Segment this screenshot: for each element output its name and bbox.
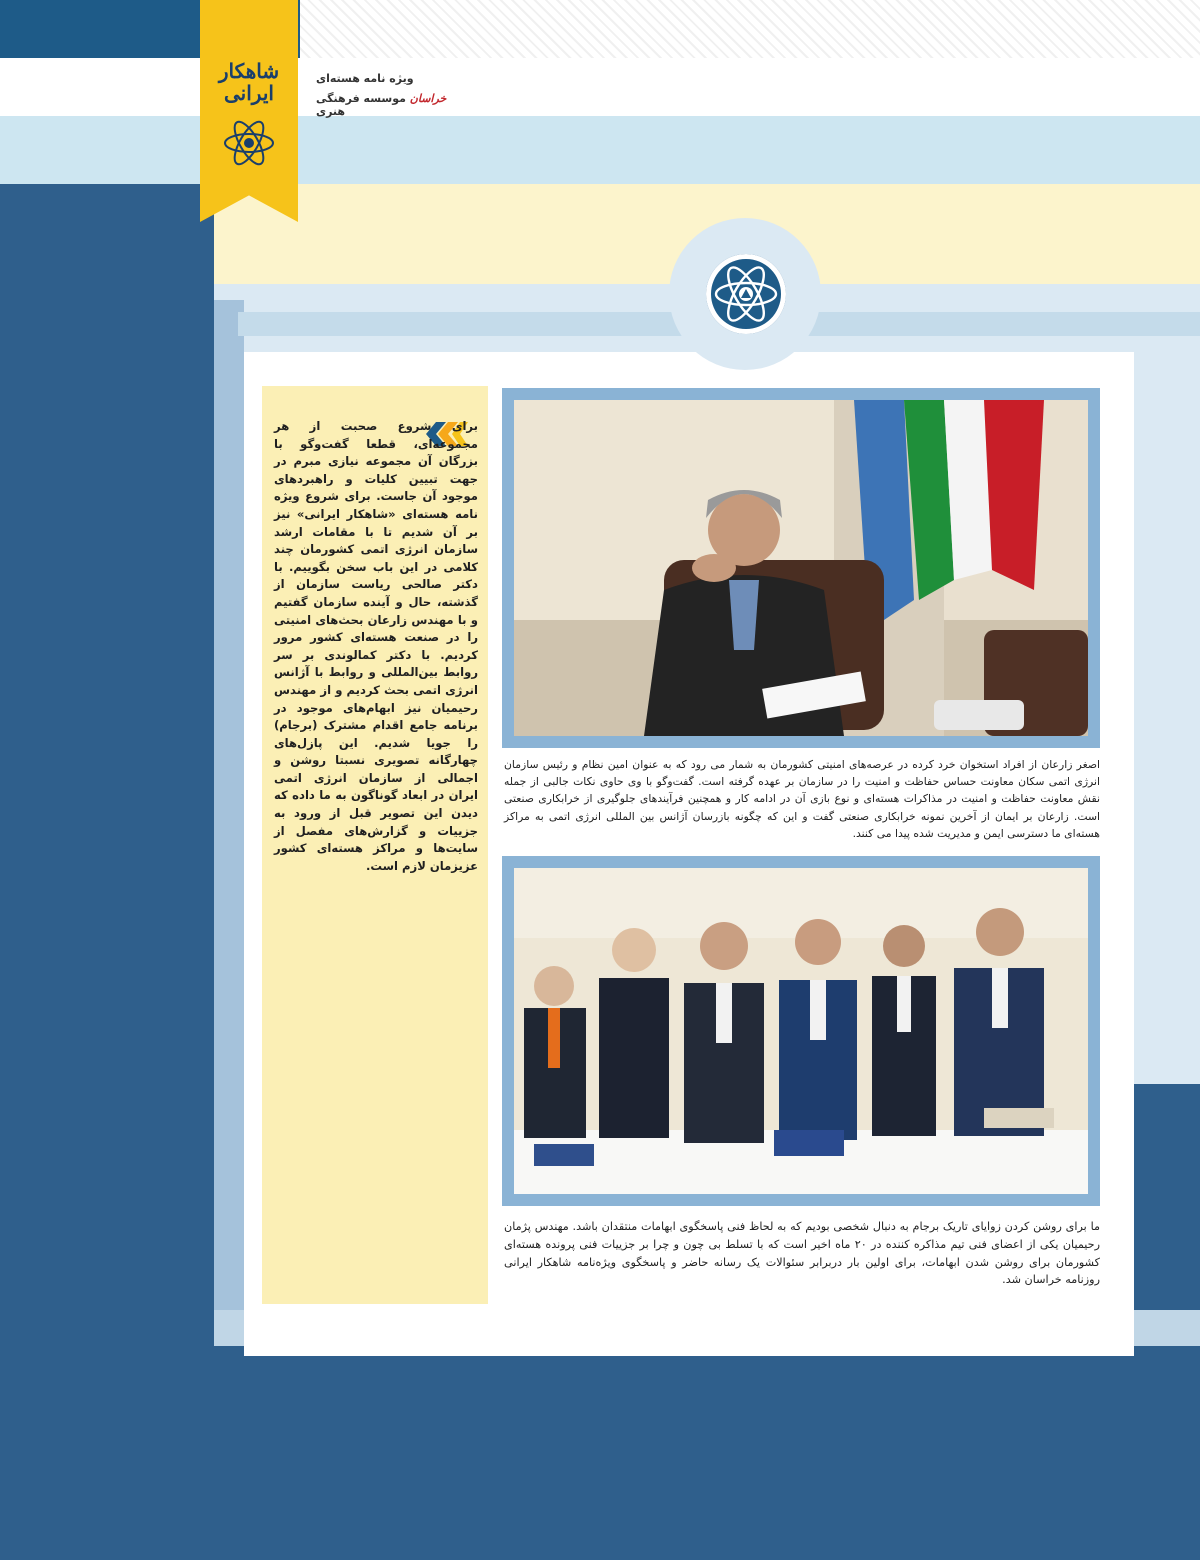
publisher-name: خراسان bbox=[409, 92, 447, 105]
publisher-prefix: موسسه فرهنگی هنری bbox=[316, 92, 406, 118]
header-pattern bbox=[300, 0, 1200, 58]
intro-text: برای شروع صحبت از هر مجموعه‌ای، قطعا گفت‌وگو با بزرگان آن مجموعه نیازی مبرم در جهت تبیین کلیات و راهبردهای موجود آن جاست. برای شروع ویژه نامه هسته‌ای «شاهکار ایرانی» نیز بر آن شدیم تا با مقامات ارشد سازمان انرژی اتمی کشورمان چند کلامی در این باب سخن بگوییم. با دکتر صالحی ریاست سازمان از گذشته، حال و آینده سازمان گفتیم و با مهندس زارعان بحث‌های امنیتی را در صنعت هسته‌ای کشور مرور کردیم. با دکتر کمالوندی بر سر روابط بین‌المللی و روابط با آژانس انرژی اتمی بحث کردیم و از مهندس رحیمیان نیز ابهام‌های موجود در برنامه جامع اقدام مشترک (برجام) را جویا شدیم. این پازل‌های چهارگانه تصویری نسبتا روشن و اجمالی از سازمان انرژی اتمی ایران در ابعاد گوناگون به ما داده که دیدن این تصویر قبل از ورود به جزییات و گزارش‌های مفصل از سایت‌ها و مراکز هسته‌ای کشور عزیزمان لازم است. bbox=[274, 419, 478, 873]
atom-icon bbox=[222, 116, 276, 170]
atom-badge-icon bbox=[706, 254, 786, 334]
header-pale-strip bbox=[0, 116, 1200, 184]
badge bbox=[706, 254, 786, 334]
logo-text: شاهکار ایرانی bbox=[218, 59, 280, 105]
header-white-strip bbox=[0, 58, 1200, 116]
logo-tag bbox=[200, 0, 298, 222]
series-title: ویژه نامه هسته‌ای bbox=[316, 72, 414, 85]
photo-interview bbox=[514, 400, 1088, 736]
photo-group bbox=[514, 868, 1088, 1194]
frame-left-edge bbox=[214, 300, 244, 1346]
publisher-line bbox=[316, 92, 476, 118]
photo-group-frame bbox=[502, 856, 1100, 1206]
photo-group-caption: ما برای روشن کردن زوایای تاریک برجام به دنبال شخصی بودیم که به لحاظ فنی پاسخگوی ابهامات منتقدان باشد. مهندس پژمان رحیمیان یکی از اعضای فنی تیم مذاکره کننده در ۲۰ ماه اخیر است که با تسلط بی چون و چرا بر جزییات فنی پرونده هسته‌ای کشورمان برای روشن شدن ابهامات، برای اولین بار دربرابر سئوالات یک رسانه حاضر و پاسخگوی ویژه‌نامه شاهکار ایرانی روزنامه خراسان شد. bbox=[504, 1220, 1100, 1287]
photo-interview-caption: اصغر زارعان از افراد استخوان خرد کرده در عرصه‌های امنیتی کشورمان به شمار می رود که به عنوان امین نظام و رئیس سازمان انرژی اتمی سکان معاونت حساس حفاظت و امنیت را در سازمان بر عهده گرفته است. گفت‌وگو با وی حاوی نکات جالبی از جمله نقش معاونت حفاظت و امنیت در مذاکرات هسته‌ای و نوع بازی آن در ادامه کار و همچنین فرآیندهای جلوگیری از خرابکاری صنعتی است. زارعان بر ایمان از آخرین نمونه خرابکاری صنعتی گفت و این که چگونه بازرسان آژانس بین المللی انرژی اتمی به مراکز هسته‌ای ما دسترسی ایمن و مدیریت شده پیدا می کنند. bbox=[504, 758, 1100, 840]
photo-interview-frame bbox=[502, 388, 1100, 748]
